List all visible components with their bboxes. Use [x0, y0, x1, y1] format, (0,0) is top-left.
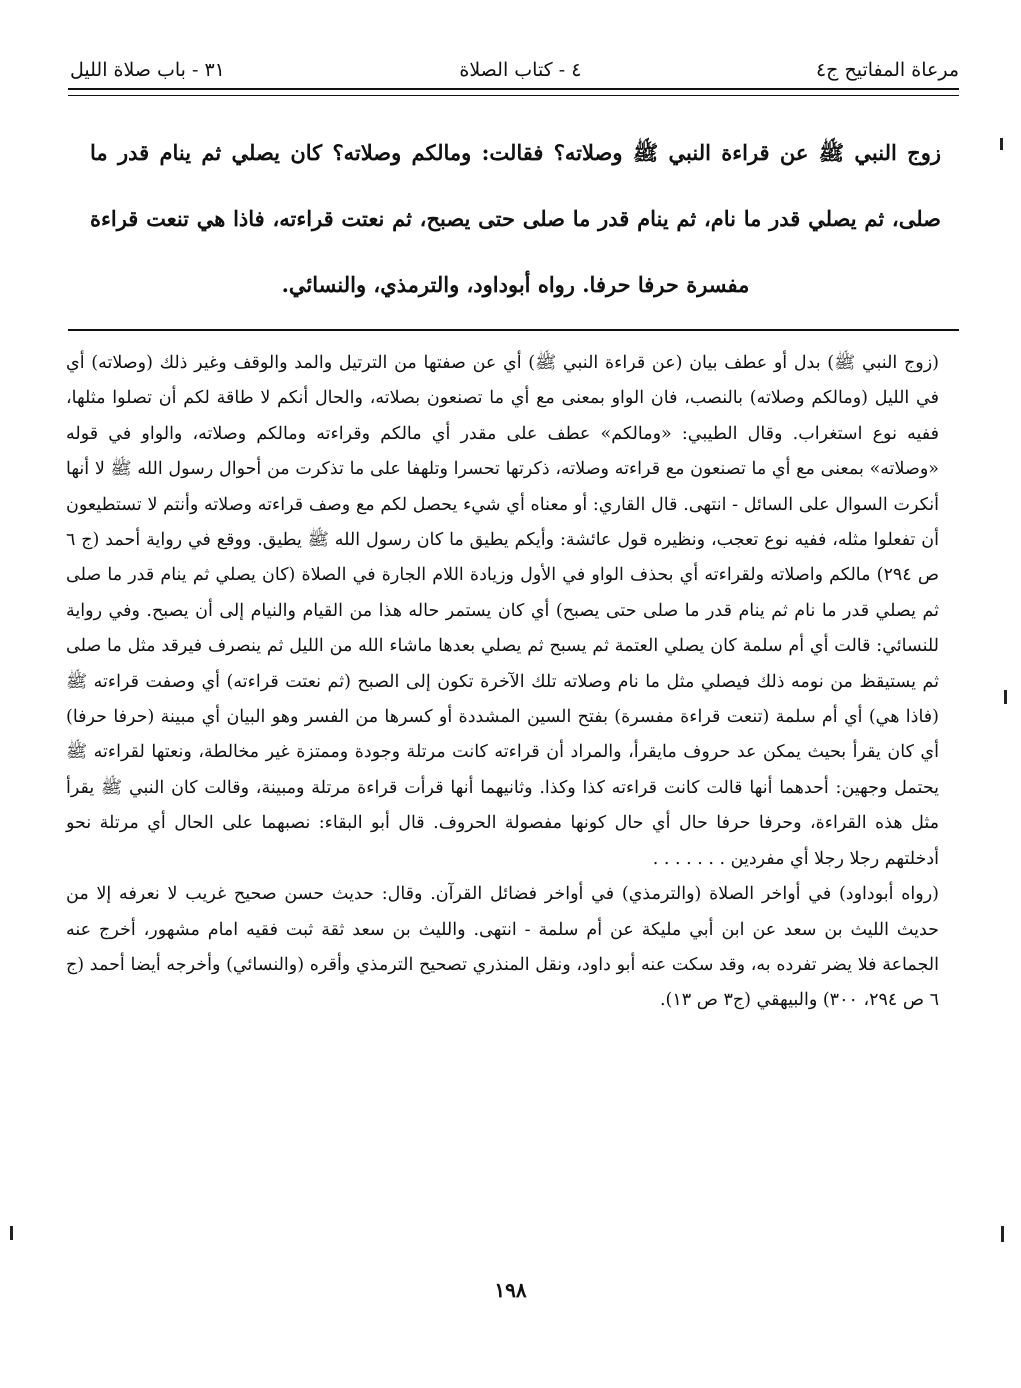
margin-speck: [10, 1226, 13, 1240]
margin-speck: [1004, 690, 1007, 704]
commentary-divider: [68, 329, 959, 331]
commentary-paragraph: (رواه أبوداود) في أواخر الصلاة (والترمذي) في أواخر فضائل القرآن. وقال: حديث حسن صحيح غريب لا نعرفه إلا من حديث الليث بن سعد عن ابن أبي مليكة عن أم سلمة - انتهى. والليث بن سعد ثقة ثبت فقيه امام مشهور، أخرج عنه الجماعة فلا يضر تفرده به، وقد سكت عنه أبو داود، ونقل المنذري تصحيح الترمذي وأقره (والنسائي) وأخرجه أيضا أحمد (ج ٦ ص ٢٩٤، ٣٠٠) والبيهقي (ج٣ ص ١٣).: [66, 884, 939, 1011]
commentary-block: [66, 346, 939, 1019]
book-title: مرعاة المفاتيح ج٤: [815, 59, 959, 81]
header-divider: [68, 88, 959, 96]
margin-speck: [1000, 138, 1003, 150]
running-header: [70, 52, 959, 88]
section-title: ٤ - كتاب الصلاة: [459, 59, 582, 81]
chapter-title: ٣١ - باب صلاة الليل: [70, 59, 225, 81]
margin-speck: [1001, 1226, 1004, 1242]
page-number: ١٩٨: [494, 1278, 527, 1302]
commentary-paragraph: (زوج النبي ﷺ) بدل أو عطف بيان (عن قراءة النبي ﷺ) أي عن صفتها من الترتيل والمد والوقف وغير ذلك (وصلاته) أي في الليل (ومالكم وصلاته) بالنصب، فان الواو بمعنى مع أي ما تصنعون بصلاته، والحال أنكم لا طاقة لكم أن تصلوا مثلها، ففيه نوع استغراب. وقال الطيبي: «ومالكم» عطف على مقدر أي مالكم وقراءته ومالكم وصلاته، والواو في قوله «وصلاته» بمعنى مع أي ما تصنعون مع قراءته وصلاته، ذكرتها تحسرا وتلهفا على ما تذكرت من أحوال رسول الله ﷺ لا أنها أنكرت السوال على السائل - انتهى. قال القاري: أو معناه أي شيء يحصل لكم مع وصف قراءته وصلاته وأنتم لا تستطيعون أن تفعلوا مثله، ففيه نوع تعجب، ونظيره قول عائشة: وأيكم يطيق ما كان رسول الله ﷺ يطيق. ووقع في رواية أحمد (ج ٦ ص ٢٩٤) مالكم واصلاته ولقراءته أي بحذف الواو في الأول وزيادة اللام الجارة في الصلاة (كان يصلي ثم ينام قدر ما صلى ثم يصلي قدر ما نام ثم ينام قدر ما صلى حتى يصبح) أي كان يستمر حاله هذا من القيام والنيام إلى أن يصبح. وفي رواية للنسائي: قالت أي أم سلمة كان يصلي العتمة ثم يسبح ثم يصلي بعدها ماشاء الله من الليل ثم ينصرف فيرقد مثل ما صلى ثم يستيقظ من نومه ذلك فيصلي مثل ما نام وصلاته تلك الآخرة تكون إلى الصبح (ثم نعتت قراءته) أي وصفت قراءته ﷺ (فاذا هي) أي أم سلمة (تنعت قراءة مفسرة) بفتح السين المشددة أو كسرها من الفسر وهو البيان أي مبينة (حرفا حرفا) أي كان يقرأ بحيث يمكن عد حروف مايقرأ، والمراد أن قراءته كانت مرتلة وجودة وممتزة غير مخالطة، ونعتها لقراءته ﷺ يحتمل وجهين: أحدهما أنها قالت كانت قراءته كذا وكذا. وثانيهما أنها قرأت قراءة مرتلة ومبينة، وقالت كان النبي ﷺ يقرأ مثل هذه القراءة، وحرفا حرفا حال أي حال كونها مفصولة الحروف. قال أبو البقاء: نصبهما على الحال أي مرتلة نحو أدخلتهم رجلا رجلا أي مفردين . . . . . . .: [66, 353, 939, 869]
hadith-text: زوج النبي ﷺ عن قراءة النبي ﷺ وصلاته؟ فقالت: ومالكم وصلاته؟ كان يصلي ثم ينام قدر ما صلى، ثم يصلي قدر ما نام، ثم ينام قدر ما صلى حتى يصبح، ثم نعتت قراءته، فاذا هي تنعت قراءة مفسرة حرفا حرفا. رواه أبوداود، والترمذي، والنسائي.: [90, 140, 941, 297]
